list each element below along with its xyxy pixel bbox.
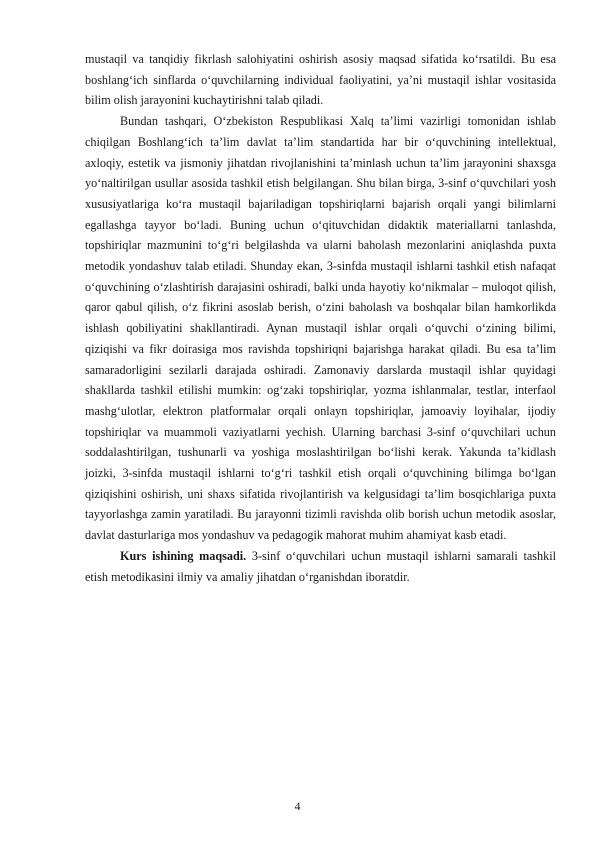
paragraph-2: Bundan tashqari, O‘zbekiston Respublikasi Xalq ta’limi vazirligi tomonidan ishlab chiqilgan Boshlang‘ich ta’lim davlat ta’lim standartida har bir o‘quvchining intellektual, axloqiy, estetik va jismoniy jihatdan rivojlanishini ta’minlash uchun ta’lim jarayonini shaxsga yo‘naltirilgan usullar asosida tashkil etish belgilangan. Shu bilan birga, 3-sinf o‘quvchilari yosh xususiyatlariga ko‘ra mustaqil bajariladigan topshiriqlarni bajarish orqali yangi bilimlarni egallashga tayyor bo‘ladi. Buning uchun o‘qituvchidan didaktik materiallarni tanlashda, topshiriqlar mazmunini to‘g‘ri belgilashda va ularni baholash mezonlarini aniqlashda puxta metodik yondashuv talab etiladi. Shunday ekan, 3-sinfda mustaqil ishlarni tashkil etish nafaqat o‘quvchining o‘zlashtirish darajasini oshiradi, balki unda hayotiy ko‘nikmalar – muloqot qilish, qaror qabul qilish, o‘z fikrini asoslab berish, o‘zini baholash va boshqalar bilan hamkorlikda ishlash qobiliyatini shakllantiradi. Aynan mustaqil ishlar orqali o‘quvchi o‘zining bilimi, qiziqishi va fikr doirasiga mos ravishda topshiriqni bajarishga harakat qiladi. Bu esa ta’lim samaradorligini sezilarli darajada oshiradi. Zamonaviy darslarda mustaqil ishlar quyidagi shakllarda tashkil etilishi mumkin: og‘zaki topshiriqlar, yozma ishlanmalar, testlar, interfaol mashg‘ulotlar, elektron platformalar orqali onlayn topshiriqlar, jamoaviy loyihalar, ijodiy topshiriqlar va muammoli vaziyatlarni yechish. Ularning barchasi 3-sinf o‘quvchilari uchun soddalashtirilgan, tushunarli va yoshiga moslashtirilgan bo‘lishi kerak. Yakunda ta’kidlash joizki, 3-sinfda mustaqil ishlarni to‘g‘ri tashkil etish orqali o‘quvchining bilimga bo‘lgan qiziqishini oshirish, uni shaxs sifatida rivojlantirish va kelgusidagi ta’lim bosqichlariga puxta tayyorlashga zamin yaratiladi. Bu jarayonni tizimli ravishda olib borish uchun metodik asoslar, davlat dasturlariga mos yondashuv va pedagogik mahorat muhim ahamiyat kasb etadi. xyxy=(85,114,556,543)
document-body xyxy=(85,49,556,587)
page-number: 4 xyxy=(294,799,301,813)
paragraph-3 xyxy=(85,546,556,587)
paragraph-1: mustaqil va tanqidiy fikrlash salohiyatini oshirish asosiy maqsad sifatida ko‘rsatildi. Bu esa boshlang‘ich sinflarda o‘quvchilarning individual faoliyatini, ya’ni mustaqil ishlar vositasida bilim olish jarayonini kuchaytirishni talab qiladi. xyxy=(85,52,556,108)
paragraph-3-lead: Kurs ishining maqsadi. xyxy=(120,548,247,563)
paragraph-3-text: 3-sinf o‘quvchilari uchun mustaqil ishlarni samarali tashkil etish metodikasini ilmiy va amaliy jihatdan o‘rganishdan iboratdir. xyxy=(85,548,556,584)
